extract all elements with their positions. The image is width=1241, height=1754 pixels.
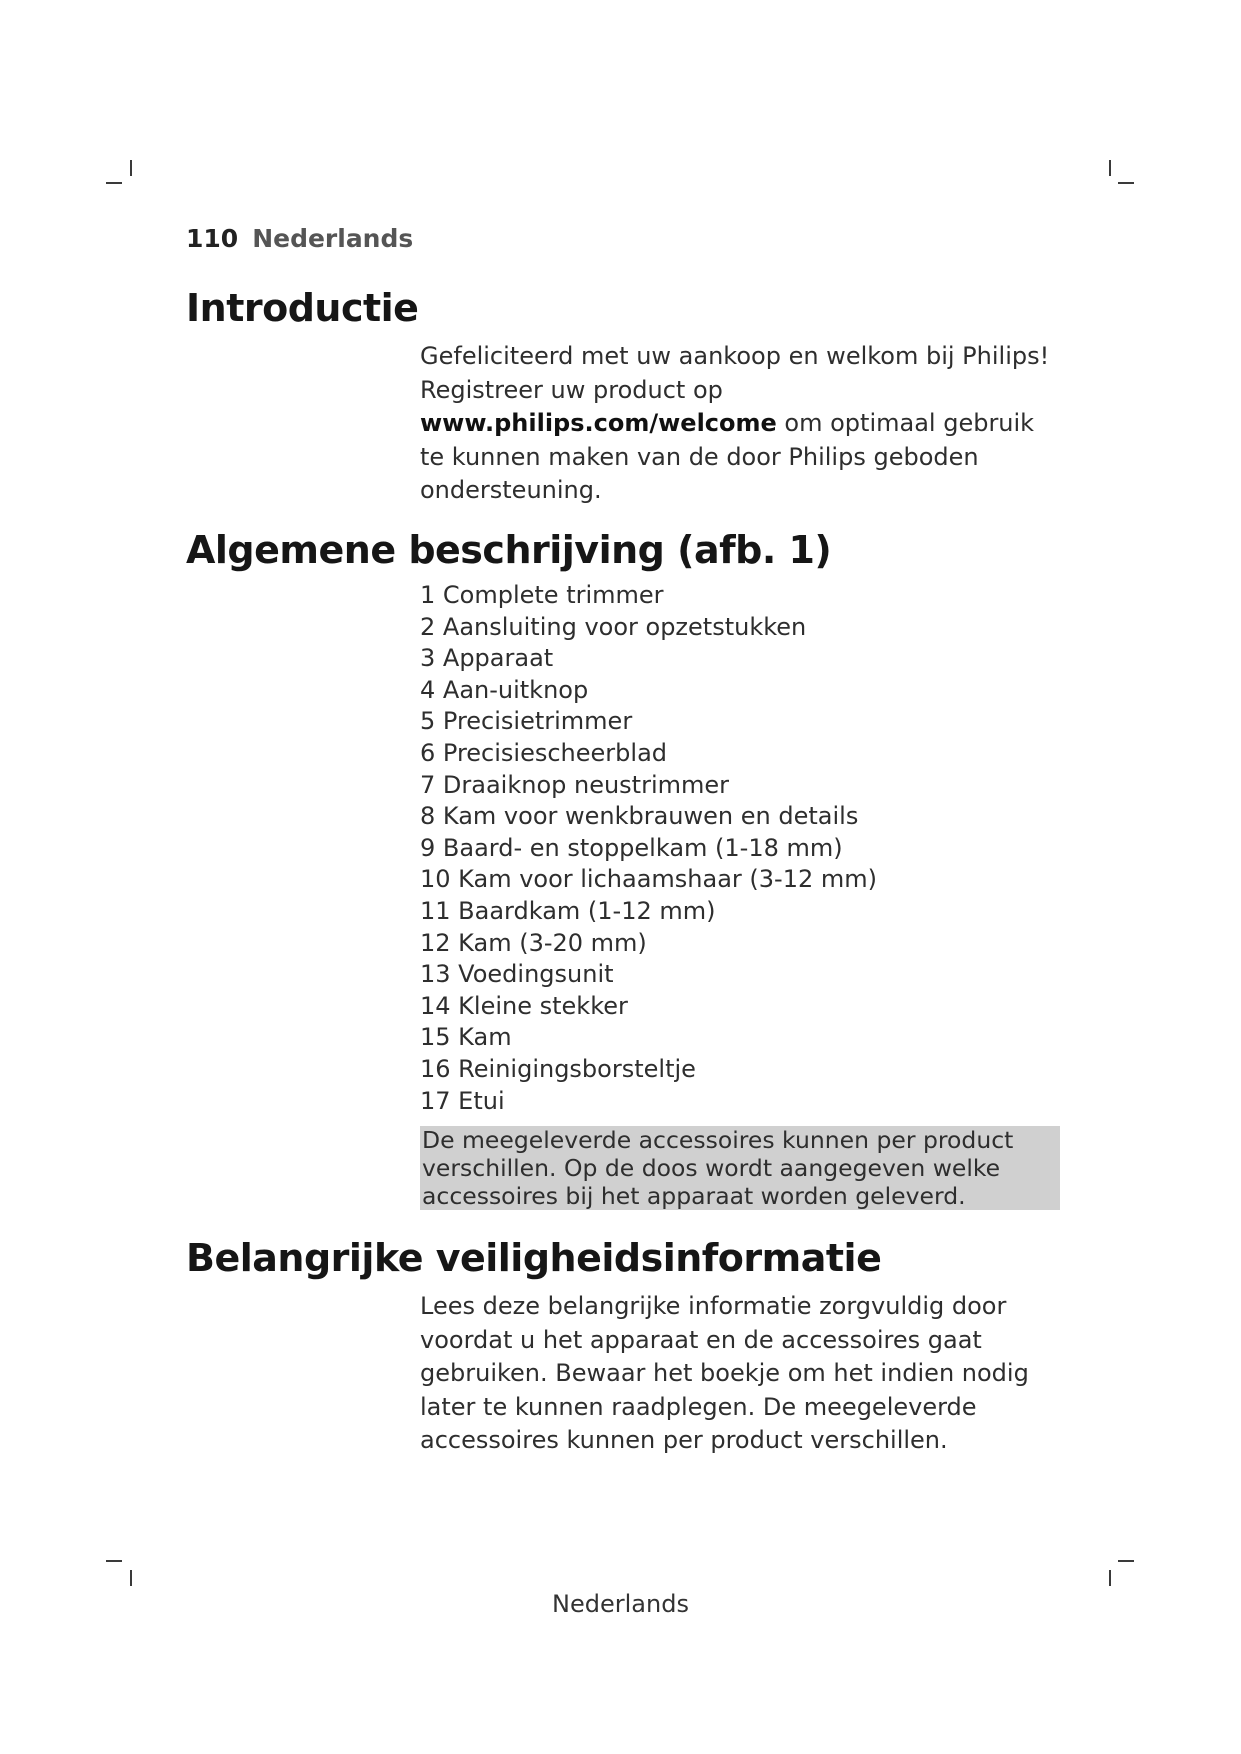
introductie-paragraph [420, 340, 1060, 508]
crop-mark-top-right-horizontal [1118, 182, 1134, 184]
header-language: Nederlands [252, 224, 414, 253]
section-title-algemene-beschrijving: Algemene beschrijving (afb. 1) [186, 528, 832, 572]
introductie-text-end: om optimaal gebruik te kunnen maken van de door Philips geboden ondersteuning. [420, 409, 1035, 504]
section-title-introductie: Introductie [186, 286, 419, 330]
list-item: 16 Reinigingsborsteltje [420, 1054, 696, 1083]
list-item: 7 Draaiknop neustrimmer [420, 770, 730, 799]
list-item: 9 Baard- en stoppelkam (1-18 mm) [420, 833, 843, 862]
crop-mark-top-left-vertical [130, 160, 132, 176]
crop-mark-bottom-right-horizontal [1118, 1560, 1134, 1562]
crop-mark-bottom-left-horizontal [106, 1560, 122, 1562]
list-item: 15 Kam [420, 1023, 512, 1052]
page-number: 110 [186, 224, 239, 253]
list-item: 10 Kam voor lichaamshaar (3-12 mm) [420, 865, 878, 894]
crop-mark-bottom-right-vertical [1109, 1570, 1111, 1586]
parts-list [420, 580, 877, 1117]
page-footer: Nederlands [552, 1590, 689, 1618]
list-item: 1 Complete trimmer [420, 581, 664, 609]
introductie-text-start: Gefeliciteerd met uw aankoop en welkom bij Philips! Registreer uw product op [420, 342, 1050, 404]
page-header [186, 224, 413, 253]
list-item: 13 Voedingsunit [420, 960, 614, 989]
list-item: 14 Kleine stekker [420, 991, 628, 1020]
section-title-veiligheid: Belangrijke veiligheidsinformatie [186, 1236, 882, 1280]
list-item: 17 Etui [420, 1086, 505, 1115]
list-item: 12 Kam (3-20 mm) [420, 928, 647, 957]
list-item: 6 Precisiescheerblad [420, 738, 668, 767]
welcome-link[interactable]: www.philips.com/welcome [420, 409, 777, 437]
list-item: 5 Precisietrimmer [420, 707, 633, 736]
veiligheid-paragraph: Lees deze belangrijke informatie zorgvuldig door voordat u het apparaat en de accessoires gaat gebruiken. Bewaar het boekje om het indien nodig later te kunnen raadplegen. De meegeleverde accessoires kunnen per product verschillen. [420, 1292, 1029, 1454]
crop-mark-top-right-vertical [1109, 160, 1111, 176]
list-item: 3 Apparaat [420, 644, 554, 673]
crop-mark-top-left-horizontal [106, 182, 122, 184]
list-item: 11 Baardkam (1-12 mm) [420, 896, 716, 925]
list-item: 2 Aansluiting voor opzetstukken [420, 612, 807, 641]
crop-mark-bottom-left-vertical [130, 1570, 132, 1586]
list-item: 8 Kam voor wenkbrauwen en details [420, 802, 859, 831]
list-item: 4 Aan-uitknop [420, 675, 589, 704]
accessories-note: De meegeleverde accessoires kunnen per product verschillen. Op de doos wordt aangegeven welke accessoires bij het apparaat worden geleverd. [420, 1126, 1060, 1210]
